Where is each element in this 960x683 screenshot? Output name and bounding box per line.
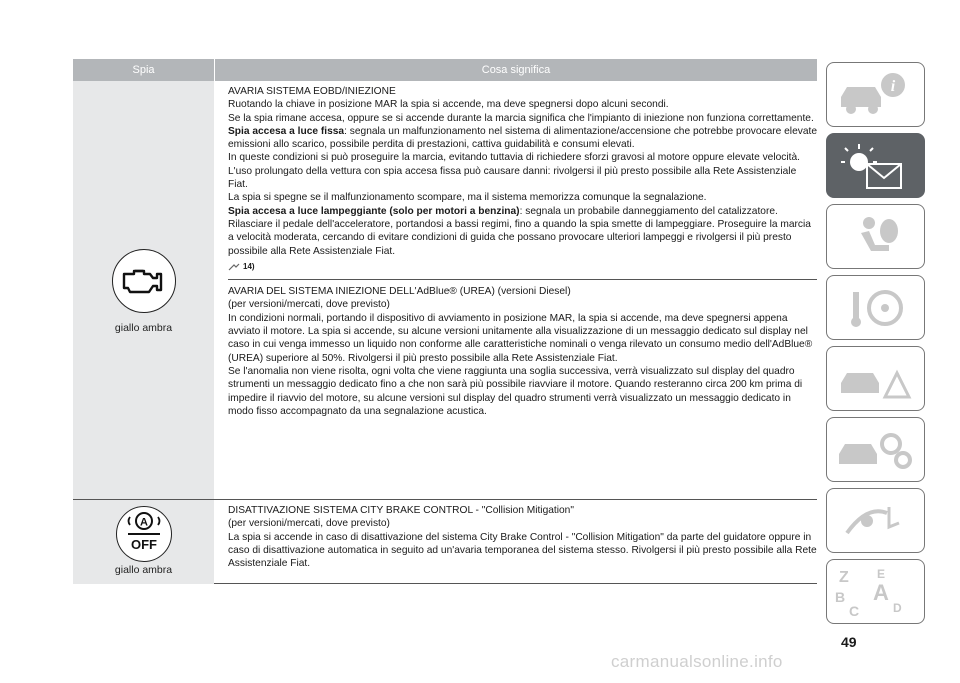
note-number: 14): [243, 261, 255, 271]
paragraph: Se l'anomalia non viene risolta, ogni volta che viene raggiunta una soglia successiva, verrà visualizzato sul display del quadro strumenti un messaggio dedicato fino a che non sarà più possibile riavviare il motore. Quando resteranno circa 200 km prima di impedire il riavvio del motore, su alcune versioni sul display del quadro strumenti verrà visualizzato un messaggio dedicato in modo fisso accompagnato da una segnalazione acustica.: [228, 365, 803, 417]
description-cell: [214, 81, 817, 499]
car-info-icon: [827, 63, 926, 128]
hand-note-icon: [228, 263, 240, 271]
tab-multimedia[interactable]: [826, 488, 925, 553]
index-letters-icon: [827, 560, 926, 625]
header-spia: Spia: [132, 64, 155, 76]
car-emergency-icon: [827, 347, 926, 412]
section-title: AVARIA DEL SISTEMA INIEZIONE DELL'AdBlue® (UREA) (versioni Diesel): [228, 286, 571, 298]
seat-airbag-icon: [827, 205, 926, 270]
lamp-color-label: giallo ambra: [114, 322, 173, 334]
index-letter-c: C: [849, 603, 860, 619]
tab-safety[interactable]: [826, 204, 925, 269]
lamp-cell: [73, 81, 214, 499]
bold-lead: Spia accesa a luce fissa: [228, 125, 345, 137]
warning-lights-table: [73, 59, 817, 584]
lamp-cell: [73, 500, 214, 584]
page-number: 49: [841, 634, 857, 650]
paragraph: In condizioni normali, portando il dispositivo di avviamento in posizione MAR, la spia si accende, ma deve spegnersi appena avviato il motore. La spia si accende, su alcune versioni unitamente alla visualizzazione di un messaggio dedicato sul display nel caso in cui venga immesso un liquido non conforme alle caratteristiche nominali o venga rilevato un consumo medio dell'AdBlue® (UREA) superiore al 50%. Rivolgersi il più presto possibile alla Rete Assistenziale Fiat.: [228, 312, 813, 364]
paragraph: [228, 125, 817, 152]
engine-check-lamp-icon: [112, 249, 176, 313]
chapter-tabs: [826, 62, 927, 630]
section-title: AVARIA SISTEMA EOBD/INIEZIONE: [228, 86, 396, 97]
index-letter-a: A: [873, 580, 889, 605]
table-row: [73, 499, 817, 584]
index-letter-e: E: [877, 567, 886, 581]
lamp-off-text: OFF: [131, 537, 157, 552]
car-maintenance-gears-icon: [827, 418, 926, 483]
paragraph: [228, 205, 817, 258]
paragraph: In queste condizioni si può proseguire la marcia, evitando tuttavia di richiedere sforzi gravosi al motore oppure elevate velocità. L'uso prolungato della vettura con spia accesa fissa può causare danni: rivolgersi il più presto possibile alla Rete Assistenziale Fiat.: [228, 152, 800, 191]
table-row: [73, 81, 817, 499]
paragraph: La spia si spegne se il malfunzionamento scompare, ma il sistema memorizza comunque la segnalazione.: [228, 192, 707, 204]
index-letter-d: D: [893, 601, 902, 615]
paragraph-text: : segnala un probabile danneggiamento del catalizzatore. Rilasciare il pedale dell'acceleratore, portandosi a bassi regimi, fino a quando la spia smette di lampeggiare. Proseguire la marcia a velocità moderata, cercando di evitare condizioni di guida che possano provocare ulteriori lampeggi e rivolgersi il più presto possibile alla Rete Assistenziale Fiat.: [228, 205, 811, 257]
paragraph: (per versioni/mercati, dove previsto): [228, 518, 390, 530]
header-cosa-significa: Cosa significa: [214, 59, 817, 81]
tab-car-info[interactable]: [826, 62, 925, 127]
watermark: carmanualsonline.info: [611, 652, 783, 671]
steering-key-icon: [827, 276, 926, 341]
lamp-letter: A: [140, 516, 148, 529]
tab-emergency[interactable]: [826, 346, 925, 411]
paragraph: (per versioni/mercati, dove previsto): [228, 299, 390, 311]
paragraph: Ruotando la chiave in posizione MAR la spia si accende, ma deve spegnersi dopo alcuni secondi.: [228, 99, 669, 111]
section-title: DISATTIVAZIONE SISTEMA CITY BRAKE CONTROL - "Collision Mitigation": [228, 505, 574, 516]
lamp-color-label: giallo ambra: [114, 564, 173, 576]
note-reference: [228, 260, 817, 273]
index-letter-z: Z: [839, 569, 849, 586]
tab-starting-driving[interactable]: [826, 275, 925, 340]
description-cell: [214, 500, 817, 584]
city-brake-off-lamp-icon: [116, 506, 172, 562]
warning-light-message-icon: [827, 134, 926, 199]
paragraph: La spia si accende in caso di disattivazione del sistema City Brake Control - "Collision Mitigation" da parte del guidatore oppure in caso di disattivazione automatica in seguito ad un'avaria temporanea del sistema stesso. Rivolgersi il più presto possibile alla Rete Assistenziale Fiat.: [228, 531, 817, 570]
tab-warning-lights[interactable]: [826, 133, 925, 198]
paragraph: Se la spia rimane accesa, oppure se si accende durante la marcia significa che l'impianto di iniezione non funziona correttamente.: [228, 112, 814, 124]
svg-text:i: i: [890, 78, 896, 95]
tab-maintenance[interactable]: [826, 417, 925, 482]
index-letter-b: B: [835, 589, 846, 605]
bold-lead: Spia accesa a luce lampeggiante (solo per motori a benzina): [228, 205, 520, 217]
table-header: [73, 59, 817, 81]
eobd-section: [228, 85, 817, 280]
adblue-section: [228, 280, 817, 424]
paragraph-text: : segnala un malfunzionamento nel sistema di alimentazione/accensione che potrebbe provocare elevate emissioni allo scarico, possibile perdita di prestazioni, cattiva guidabilità e consumi elevati.: [228, 125, 817, 151]
technical-data-icon: [827, 489, 926, 554]
tab-index[interactable]: [826, 559, 925, 624]
